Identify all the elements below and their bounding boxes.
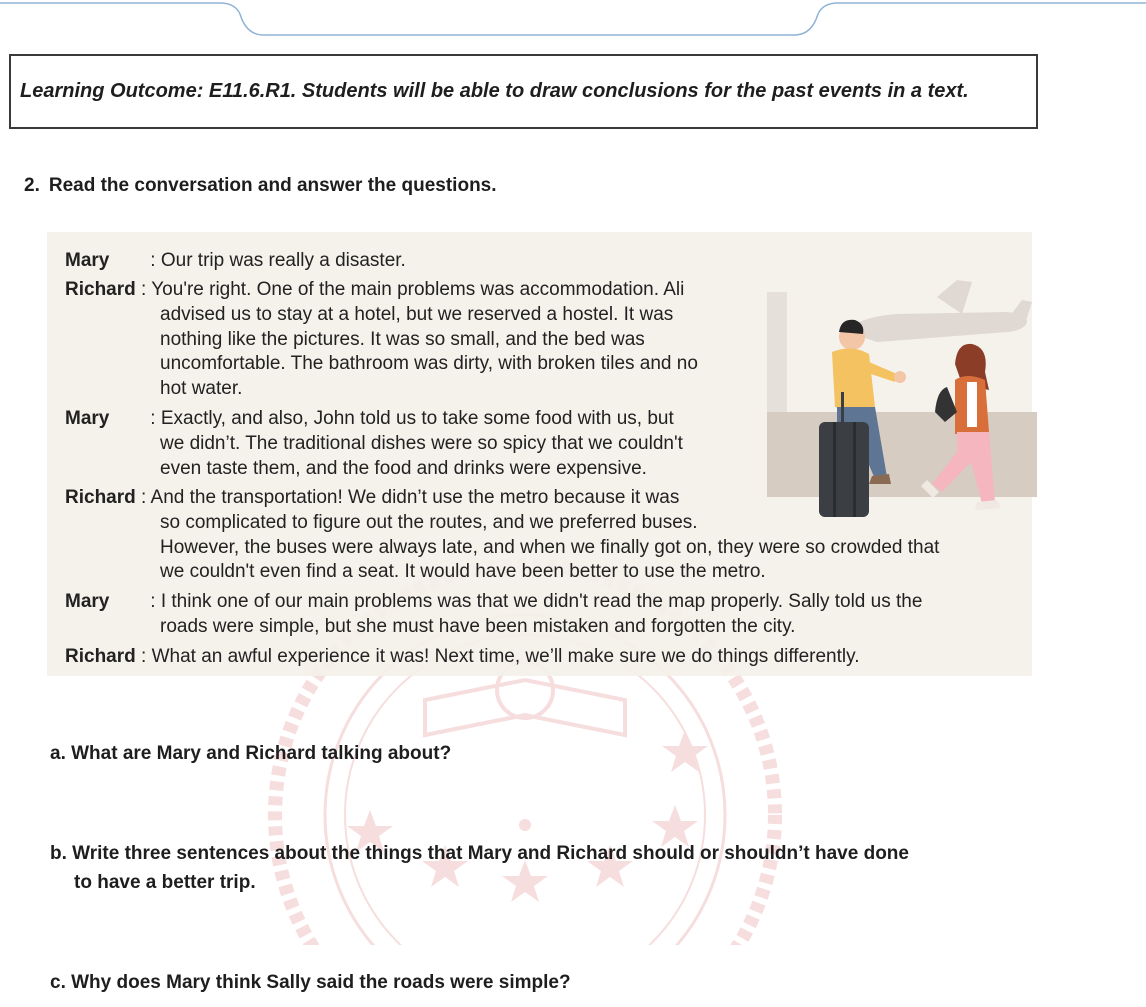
learning-outcome-text: Learning Outcome: E11.6.R1. Students will be able to draw conclusions for the past events in a text.	[20, 80, 969, 102]
speaker-separator: :	[135, 279, 152, 300]
instruction-text: Read the conversation and answer the questions.	[48, 175, 497, 196]
speaker-separator: :	[135, 646, 152, 667]
dialogue-text: What an awful experience it was! Next time, we’ll make sure we do things differently.	[151, 646, 860, 667]
dialogue-text: I think one of our main problems was that we didn't read the map properly. Sally told us the	[160, 591, 923, 612]
instruction	[24, 175, 497, 197]
dialogue-turn	[65, 645, 859, 670]
question-c: c. Why does Mary think Sally said the roads were simple?	[50, 972, 571, 993]
dialogue-text: Our trip was really a disaster.	[160, 250, 406, 271]
dialogue-text-continued: nothing like the pictures. It was so small, and the bed was	[160, 328, 645, 350]
travelers-illustration	[757, 272, 1037, 522]
speaker-name: Richard	[65, 279, 136, 300]
speaker-name: Richard	[65, 487, 136, 508]
speaker-separator: :	[145, 408, 161, 429]
dialogue-turn	[65, 486, 939, 585]
dialogue-text-continued: even taste them, and the food and drinks were expensive.	[160, 457, 647, 479]
dialogue-text-continued: However, the buses were always late, and when we finally got on, they were so crowded that	[160, 536, 940, 558]
dialogue-text-continued: uncomfortable. The bathroom was dirty, with broken tiles and no	[160, 353, 698, 375]
dialogue-text: Exactly, and also, John told us to take some food with us, but	[160, 408, 674, 429]
dialogue-turn	[65, 278, 698, 402]
conversation-box	[47, 232, 1032, 676]
question-b-line1: b. Write three sentences about the things that Mary and Richard should or shouldn’t have done	[50, 843, 909, 864]
speaker-name: Richard	[65, 646, 136, 667]
instruction-number: 2.	[24, 175, 40, 196]
dialogue-turn	[65, 249, 406, 274]
question-b	[50, 839, 909, 897]
dialogue-text-continued: advised us to stay at a hotel, but we reserved a hostel. It was	[160, 303, 674, 325]
learning-outcome-box	[9, 54, 1038, 129]
speaker-name: Mary	[65, 250, 110, 271]
dialogue-text-continued: we couldn't even find a seat. It would have been better to use the metro.	[160, 561, 766, 583]
dialogue-text-continued: we didn’t. The traditional dishes were so spicy that we couldn't	[160, 432, 683, 454]
top-frame-decoration	[0, 0, 1146, 40]
speaker-name: Mary	[65, 591, 110, 612]
dialogue-turn	[65, 407, 683, 481]
dialogue-turn	[65, 590, 922, 640]
dialogue-text: You're right. One of the main problems was accommodation. Ali	[151, 279, 685, 300]
dialogue-text: And the transportation! We didn’t use the metro because it was	[150, 487, 680, 508]
speaker-separator: :	[145, 250, 161, 271]
question-b-line2: to have a better trip.	[74, 872, 256, 893]
dialogue-text-continued: hot water.	[160, 378, 243, 400]
speaker-separator: :	[145, 591, 161, 612]
speaker-name: Mary	[65, 408, 110, 429]
dialogue-text-continued: so complicated to figure out the routes, and we preferred buses.	[160, 511, 698, 533]
speaker-separator: :	[135, 487, 151, 508]
dialogue-text-continued: roads were simple, but she must have been mistaken and forgotten the city.	[160, 615, 796, 637]
question-a: a. What are Mary and Richard talking about?	[50, 743, 452, 764]
